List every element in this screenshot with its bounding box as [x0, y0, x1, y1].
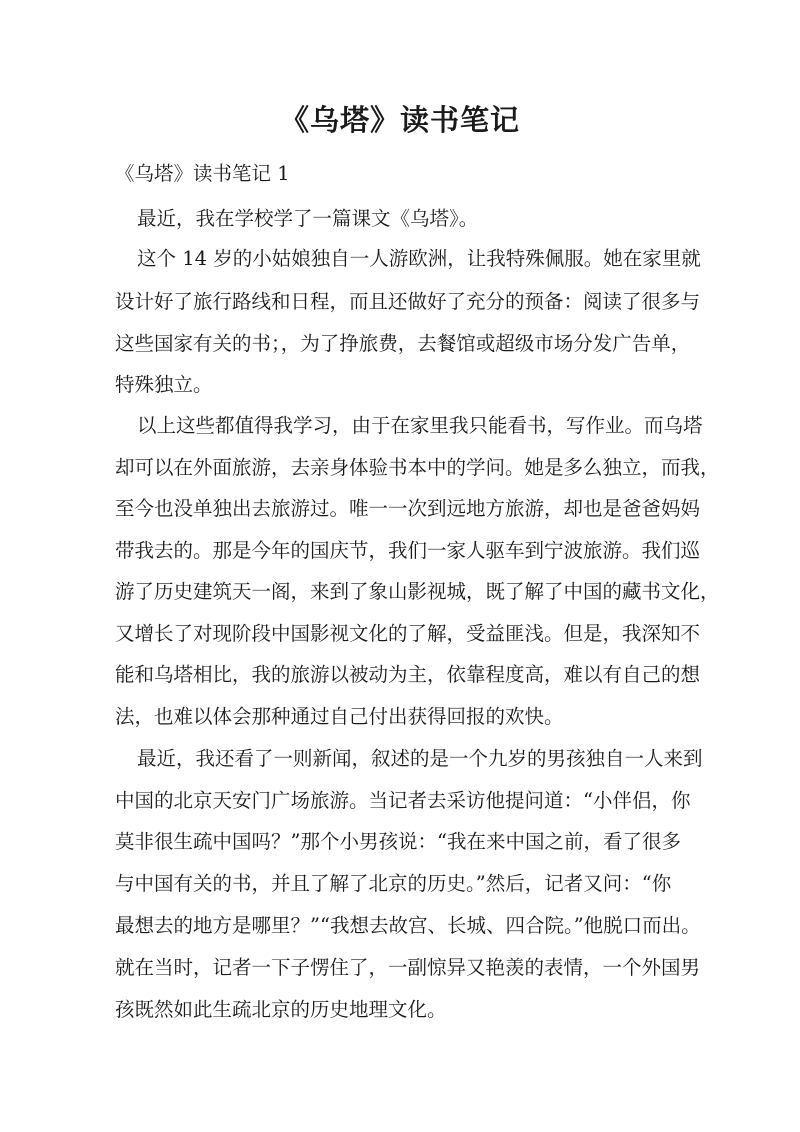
section-heading: 《乌塔》读书笔记 1	[115, 162, 290, 185]
text-line: 这些国家有关的书；，为了挣旅费，去餐馆或超级市场分发广告单，	[115, 332, 691, 355]
text-line: 设计好了旅行路线和日程，而且还做好了充分的预备：阅读了很多与	[115, 290, 701, 313]
text-line: 孩既然如此生疏北京的历史地理文化。	[115, 998, 447, 1021]
text-line: 游了历史建筑天一阁，来到了象山影视城，既了解了中国的藏书文化，	[115, 580, 720, 603]
text-line: 就在当时，记者一下子愣住了，一副惊异又艳羡的表情，一个外国男	[115, 956, 701, 979]
text-line: 与中国有关的书，并且了解了北京的历史。”然后，记者又问：“你	[115, 872, 672, 895]
text-line: 又增长了对现阶段中国影视文化的了解，受益匪浅。但是，我深知不	[115, 622, 701, 645]
text-line: 法，也难以体会那种通过自己付出获得回报的欢快。	[115, 705, 564, 728]
text-line: 以上这些都值得我学习，由于在家里我只能看书，写作业。而乌塔	[137, 414, 703, 437]
text-line: 却可以在外面旅游，去亲身体验书本中的学问。她是多么独立，而我，	[115, 456, 720, 479]
text-line: 特殊独立。	[115, 373, 213, 396]
text-line: 这个 14 岁的小姑娘独自一人游欧洲，让我特殊佩服。她在家里就	[137, 247, 701, 270]
text-line: 带我去的。那是今年的国庆节，我们一家人驱车到宁波旅游。我们巡	[115, 539, 701, 562]
text-line: 最近，我在学校学了一篇课文《乌塔》。	[137, 207, 479, 230]
text-line: 莫非很生疏中国吗？”那个小男孩说：“我在来中国之前，看了很多	[115, 830, 681, 853]
text-line: 最近，我还看了一则新闻，叙述的是一个九岁的男孩独自一人来到	[137, 747, 703, 770]
document-title: 《乌塔》读书笔记	[279, 103, 520, 137]
text-line: 至今也没单独出去旅游过。唯一一次到远地方旅游，却也是爸爸妈妈	[115, 497, 701, 520]
text-line: 能和乌塔相比，我的旅游以被动为主，依靠程度高，难以有自己的想	[115, 663, 701, 686]
text-line: 最想去的地方是哪里？”“我想去故宫、长城、四合院。”他脱口而出。	[115, 914, 701, 937]
text-line: 中国的北京天安门广场旅游。当记者去采访他提问道：“小伴侣，你	[115, 789, 691, 812]
